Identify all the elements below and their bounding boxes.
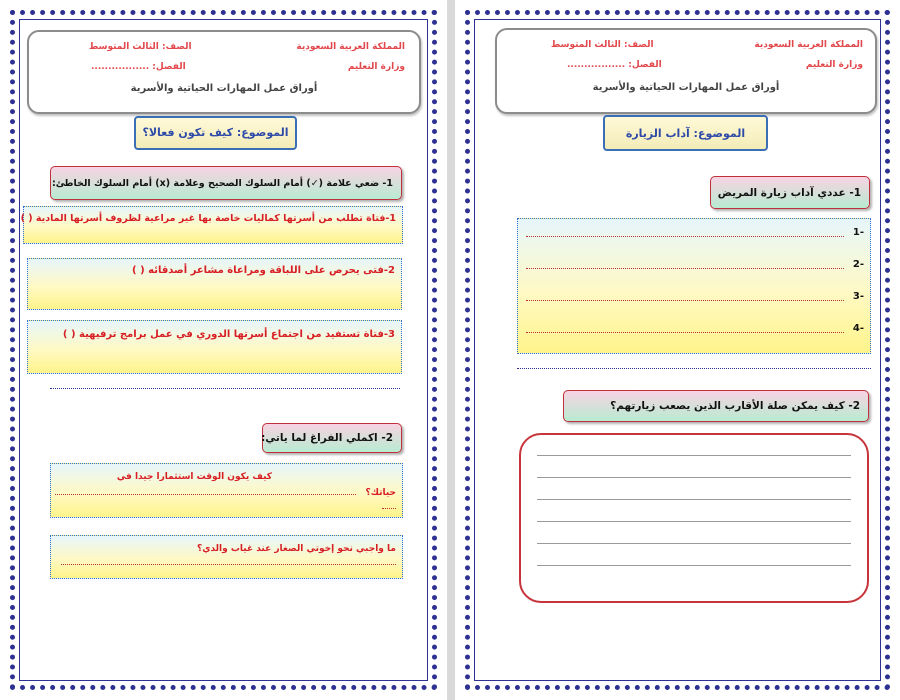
- worksheet-header: [495, 28, 877, 114]
- topic-box: الموضوع: كيف تكون فعالا؟: [134, 116, 297, 150]
- worksheet-page-right: [455, 0, 900, 700]
- separator-line: [517, 368, 871, 369]
- grade-label: الصف: الثالث المتوسط: [89, 42, 192, 52]
- worksheet-title: أوراق عمل المهارات الحياتية والأسرية: [592, 82, 780, 93]
- enumeration-answer-box[interactable]: -1 -2 -3 -4: [517, 218, 871, 354]
- answer-item-fill-1[interactable]: كيف يكون الوقت استثمارا جيدا في حياتك؟: [50, 463, 403, 518]
- class-label: الفصل: .................: [567, 60, 662, 70]
- ministry-label: وزارة التعليم: [805, 60, 863, 70]
- lined-answer-box[interactable]: [519, 433, 869, 603]
- worksheet-page-left: [0, 0, 447, 700]
- answer-item-fill-2[interactable]: ما واجبي نحو إخوتي الصغار عند غياب والدي؟: [50, 535, 403, 579]
- kingdom-label: المملكة العربية السعودية: [754, 40, 863, 50]
- question-1-title: 1- ضعي علامة (✓) أمام السلوك الصحيح وعلامة (x) أمام السلوك الخاطئ:: [50, 166, 402, 200]
- ministry-label: وزارة التعليم: [347, 62, 405, 72]
- answer-item-2[interactable]: 2-فتى يحرص على اللباقة ومراعاة مشاعر أصدقائه ( ): [27, 258, 402, 310]
- class-label: الفصل: .................: [91, 62, 186, 72]
- question-2-title: 2- كيف يمكن صلة الأقارب الذين يصعب زيارتهم؟: [563, 390, 869, 422]
- question-2-title: 2- اكملي الفراغ لما ياتي:: [262, 423, 402, 453]
- grade-label: الصف: الثالث المتوسط: [551, 40, 654, 50]
- worksheet-title: أوراق عمل المهارات الحياتية والأسرية: [130, 83, 318, 94]
- topic-box: الموضوع: آداب الزيارة: [603, 115, 768, 151]
- question-1-title: 1- عددي آداب زيارة المريض: [710, 176, 870, 209]
- kingdom-label: المملكة العربية السعودية: [296, 42, 405, 52]
- separator-line: [50, 388, 400, 389]
- answer-item-1[interactable]: 1-فتاة تطلب من أسرتها كماليات خاصة بها غير مراعية لظروف أسرتها المادية ( ): [23, 206, 403, 244]
- answer-item-3[interactable]: 3-فتاة تستفيد من اجتماع أسرتها الدوري في عمل برامج ترفيهية ( ): [27, 320, 402, 374]
- worksheet-header: [27, 30, 421, 114]
